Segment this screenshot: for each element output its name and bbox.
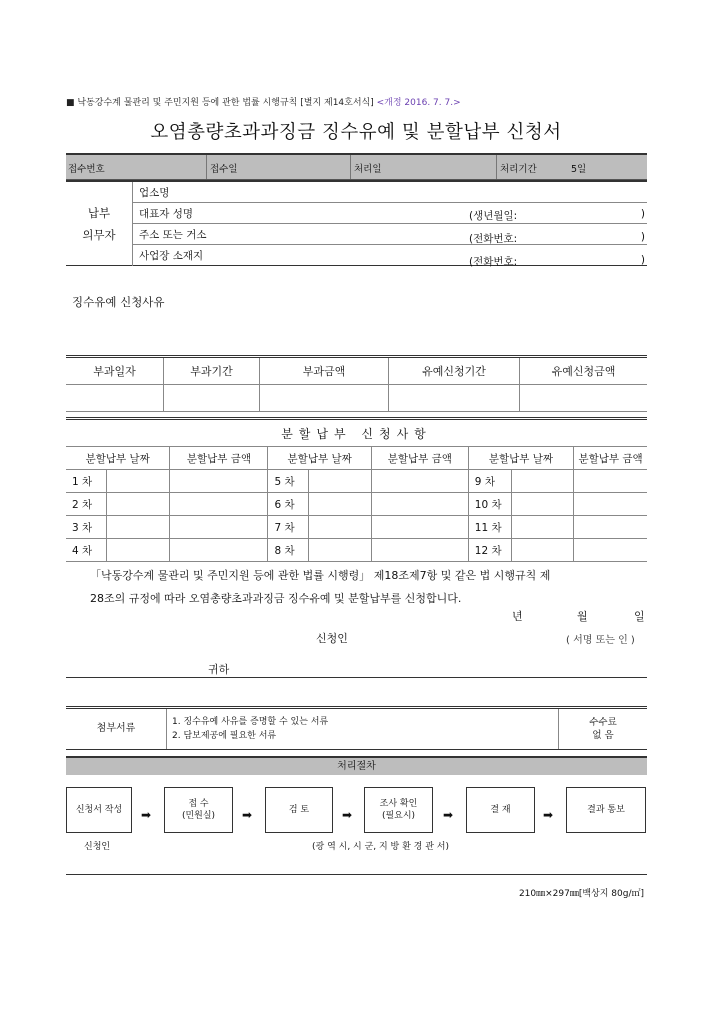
divider xyxy=(66,677,647,678)
installment-date-input[interactable] xyxy=(309,470,371,493)
header-deferral-amount: 유예신청금액 xyxy=(520,357,648,385)
installment-date-input[interactable] xyxy=(511,493,573,516)
payer-label: 납부 의무자 xyxy=(66,181,133,266)
installment-order: 12 차 xyxy=(468,539,511,562)
deferral-table xyxy=(66,355,647,412)
installment-amount-input[interactable] xyxy=(574,493,647,516)
installment-order: 4 차 xyxy=(66,539,107,562)
arrow-right-icon: ➡ xyxy=(141,808,152,822)
step-write-application: 신청서 작성 xyxy=(66,787,132,833)
process-period-value: 5일 xyxy=(571,164,587,175)
form-header-note xyxy=(66,95,461,108)
phone-label: (전화번호: xyxy=(469,233,518,245)
installment-order: 11 차 xyxy=(468,516,511,539)
paper-spec: 210㎜×297㎜[백상지 80g/㎡] xyxy=(518,889,644,899)
installment-row xyxy=(66,493,647,516)
deferral-period-input[interactable] xyxy=(389,385,520,412)
step-investigation: 조사 확인 (필요시) xyxy=(364,787,433,833)
arrow-right-icon: ➡ xyxy=(342,808,353,822)
receipt-number-label: 접수번호 xyxy=(68,164,105,175)
installment-row xyxy=(66,516,647,539)
installment-date-input[interactable] xyxy=(107,516,170,539)
header-levy-period: 부과기간 xyxy=(164,357,260,385)
installment-order: 6 차 xyxy=(268,493,309,516)
installment-date-input[interactable] xyxy=(309,539,371,562)
arrow-right-icon: ➡ xyxy=(242,808,253,822)
installment-amount-input[interactable] xyxy=(170,470,268,493)
law-reference: 낙동강수계 물관리 및 주민지원 등에 관한 법률 시행규칙 [별지 제14호서식] xyxy=(77,98,374,108)
installment-amount-input[interactable] xyxy=(170,516,268,539)
installment-amount-input[interactable] xyxy=(371,470,468,493)
installment-order: 1 차 xyxy=(66,470,107,493)
installment-order: 9 차 xyxy=(468,470,511,493)
step-review: 검 토 xyxy=(265,787,333,833)
address-field[interactable]: 주소 또는 거소 (전화번호: ) xyxy=(133,224,648,245)
installment-date-input[interactable] xyxy=(511,539,573,562)
installment-amount-input[interactable] xyxy=(574,539,647,562)
header-deferral-period: 유예신청기간 xyxy=(389,357,520,385)
header-installment-amount: 분할납부 금액 xyxy=(574,447,647,470)
installment-date-input[interactable] xyxy=(107,493,170,516)
attachments-list: 1. 징수유예 사유를 증명할 수 있는 서류 2. 담보제공에 필요한 서류 xyxy=(172,717,329,741)
form-title: 오염총량초과과징금 징수유예 및 분할납부 신청서 xyxy=(150,122,562,143)
installment-order: 5 차 xyxy=(268,470,309,493)
installment-date-input[interactable] xyxy=(511,470,573,493)
site-address-field[interactable]: 사업장 소재지 (전화번호: ) xyxy=(139,249,645,268)
divider xyxy=(66,874,647,875)
deferral-amount-input[interactable] xyxy=(520,385,648,412)
installment-amount-input[interactable] xyxy=(170,493,268,516)
step-notify-result: 결과 통보 xyxy=(566,787,646,833)
installment-order: 3 차 xyxy=(66,516,107,539)
process-period-label: 처리기간 xyxy=(500,164,537,175)
installment-amount-input[interactable] xyxy=(371,516,468,539)
levy-period-input[interactable] xyxy=(164,385,260,412)
header-levy-amount: 부과금액 xyxy=(260,357,389,385)
installment-date-input[interactable] xyxy=(309,516,371,539)
header-installment-date: 분할납부 날짜 xyxy=(66,447,170,470)
declaration-text: 「낙동강수계 물관리 및 주민지원 등에 관한 법률 시행령」 제18조제7항 및 같은 법 시행규칙 제 28조의 규정에 따라 오염총량초과과징금 징수유예 및 분할납부를 신청합니다. xyxy=(90,569,551,605)
receipt-date-label: 접수일 xyxy=(210,164,238,175)
levy-amount-input[interactable] xyxy=(260,385,389,412)
levy-date-input[interactable] xyxy=(66,385,164,412)
installment-section-title: 분할납부 신청사항 xyxy=(66,419,647,447)
signature-field[interactable]: ( 서명 또는 인 ) xyxy=(566,635,635,646)
payer-section xyxy=(66,180,647,266)
step-approval: 결 재 xyxy=(466,787,535,833)
attachments-section xyxy=(66,706,647,750)
fee-cell: 수수료 없 음 xyxy=(558,709,647,749)
receipt-bar xyxy=(66,153,647,180)
process-date-label: 처리일 xyxy=(354,164,382,175)
header-installment-date: 분할납부 날짜 xyxy=(268,447,371,470)
installment-row xyxy=(66,539,647,562)
installment-date-input[interactable] xyxy=(511,516,573,539)
business-name-field[interactable]: 업소명 xyxy=(133,181,648,203)
installment-amount-input[interactable] xyxy=(574,516,647,539)
deferral-reason-label: 징수유예 신청사유 xyxy=(72,295,165,309)
installment-amount-input[interactable] xyxy=(574,470,647,493)
attachments-label: 첨부서류 xyxy=(66,709,167,749)
square-icon: ■ xyxy=(66,98,75,108)
installment-row xyxy=(66,470,647,493)
installment-amount-input[interactable] xyxy=(371,493,468,516)
applicant-label: 신청인 xyxy=(316,632,348,645)
installment-order: 7 차 xyxy=(268,516,309,539)
arrow-right-icon: ➡ xyxy=(543,808,554,822)
site-phone-label: (전화번호: xyxy=(469,256,518,268)
revision-date: <개정 2016. 7. 7.> xyxy=(376,98,461,108)
date-year: 년 xyxy=(512,610,523,623)
header-installment-amount: 분할납부 금액 xyxy=(371,447,468,470)
installment-date-input[interactable] xyxy=(107,470,170,493)
actor-authority: (광 역 시, 시 군, 지 방 환 경 관 서) xyxy=(312,842,449,852)
header-installment-amount: 분할납부 금액 xyxy=(170,447,268,470)
installment-table xyxy=(66,417,647,562)
date-day: 일 xyxy=(634,610,645,623)
step-receipt: 접 수 (민원실) xyxy=(164,787,233,833)
actor-applicant: 신청인 xyxy=(84,842,111,852)
installment-order: 2 차 xyxy=(66,493,107,516)
header-levy-date: 부과일자 xyxy=(66,357,164,385)
birth-date-label: (생년월일: xyxy=(469,210,518,222)
arrow-right-icon: ➡ xyxy=(443,808,454,822)
header-installment-date: 분할납부 날짜 xyxy=(468,447,573,470)
installment-date-input[interactable] xyxy=(309,493,371,516)
installment-order: 10 차 xyxy=(468,493,511,516)
date-month: 월 xyxy=(577,610,588,623)
recipient-label: 귀하 xyxy=(208,663,230,676)
installment-amount-input[interactable] xyxy=(371,539,468,562)
representative-field[interactable]: 대표자 성명 (생년월일: ) xyxy=(133,203,648,224)
procedure-title-bar: 처리절차 xyxy=(66,756,647,775)
installment-amount-input[interactable] xyxy=(170,539,268,562)
installment-date-input[interactable] xyxy=(107,539,170,562)
installment-order: 8 차 xyxy=(268,539,309,562)
